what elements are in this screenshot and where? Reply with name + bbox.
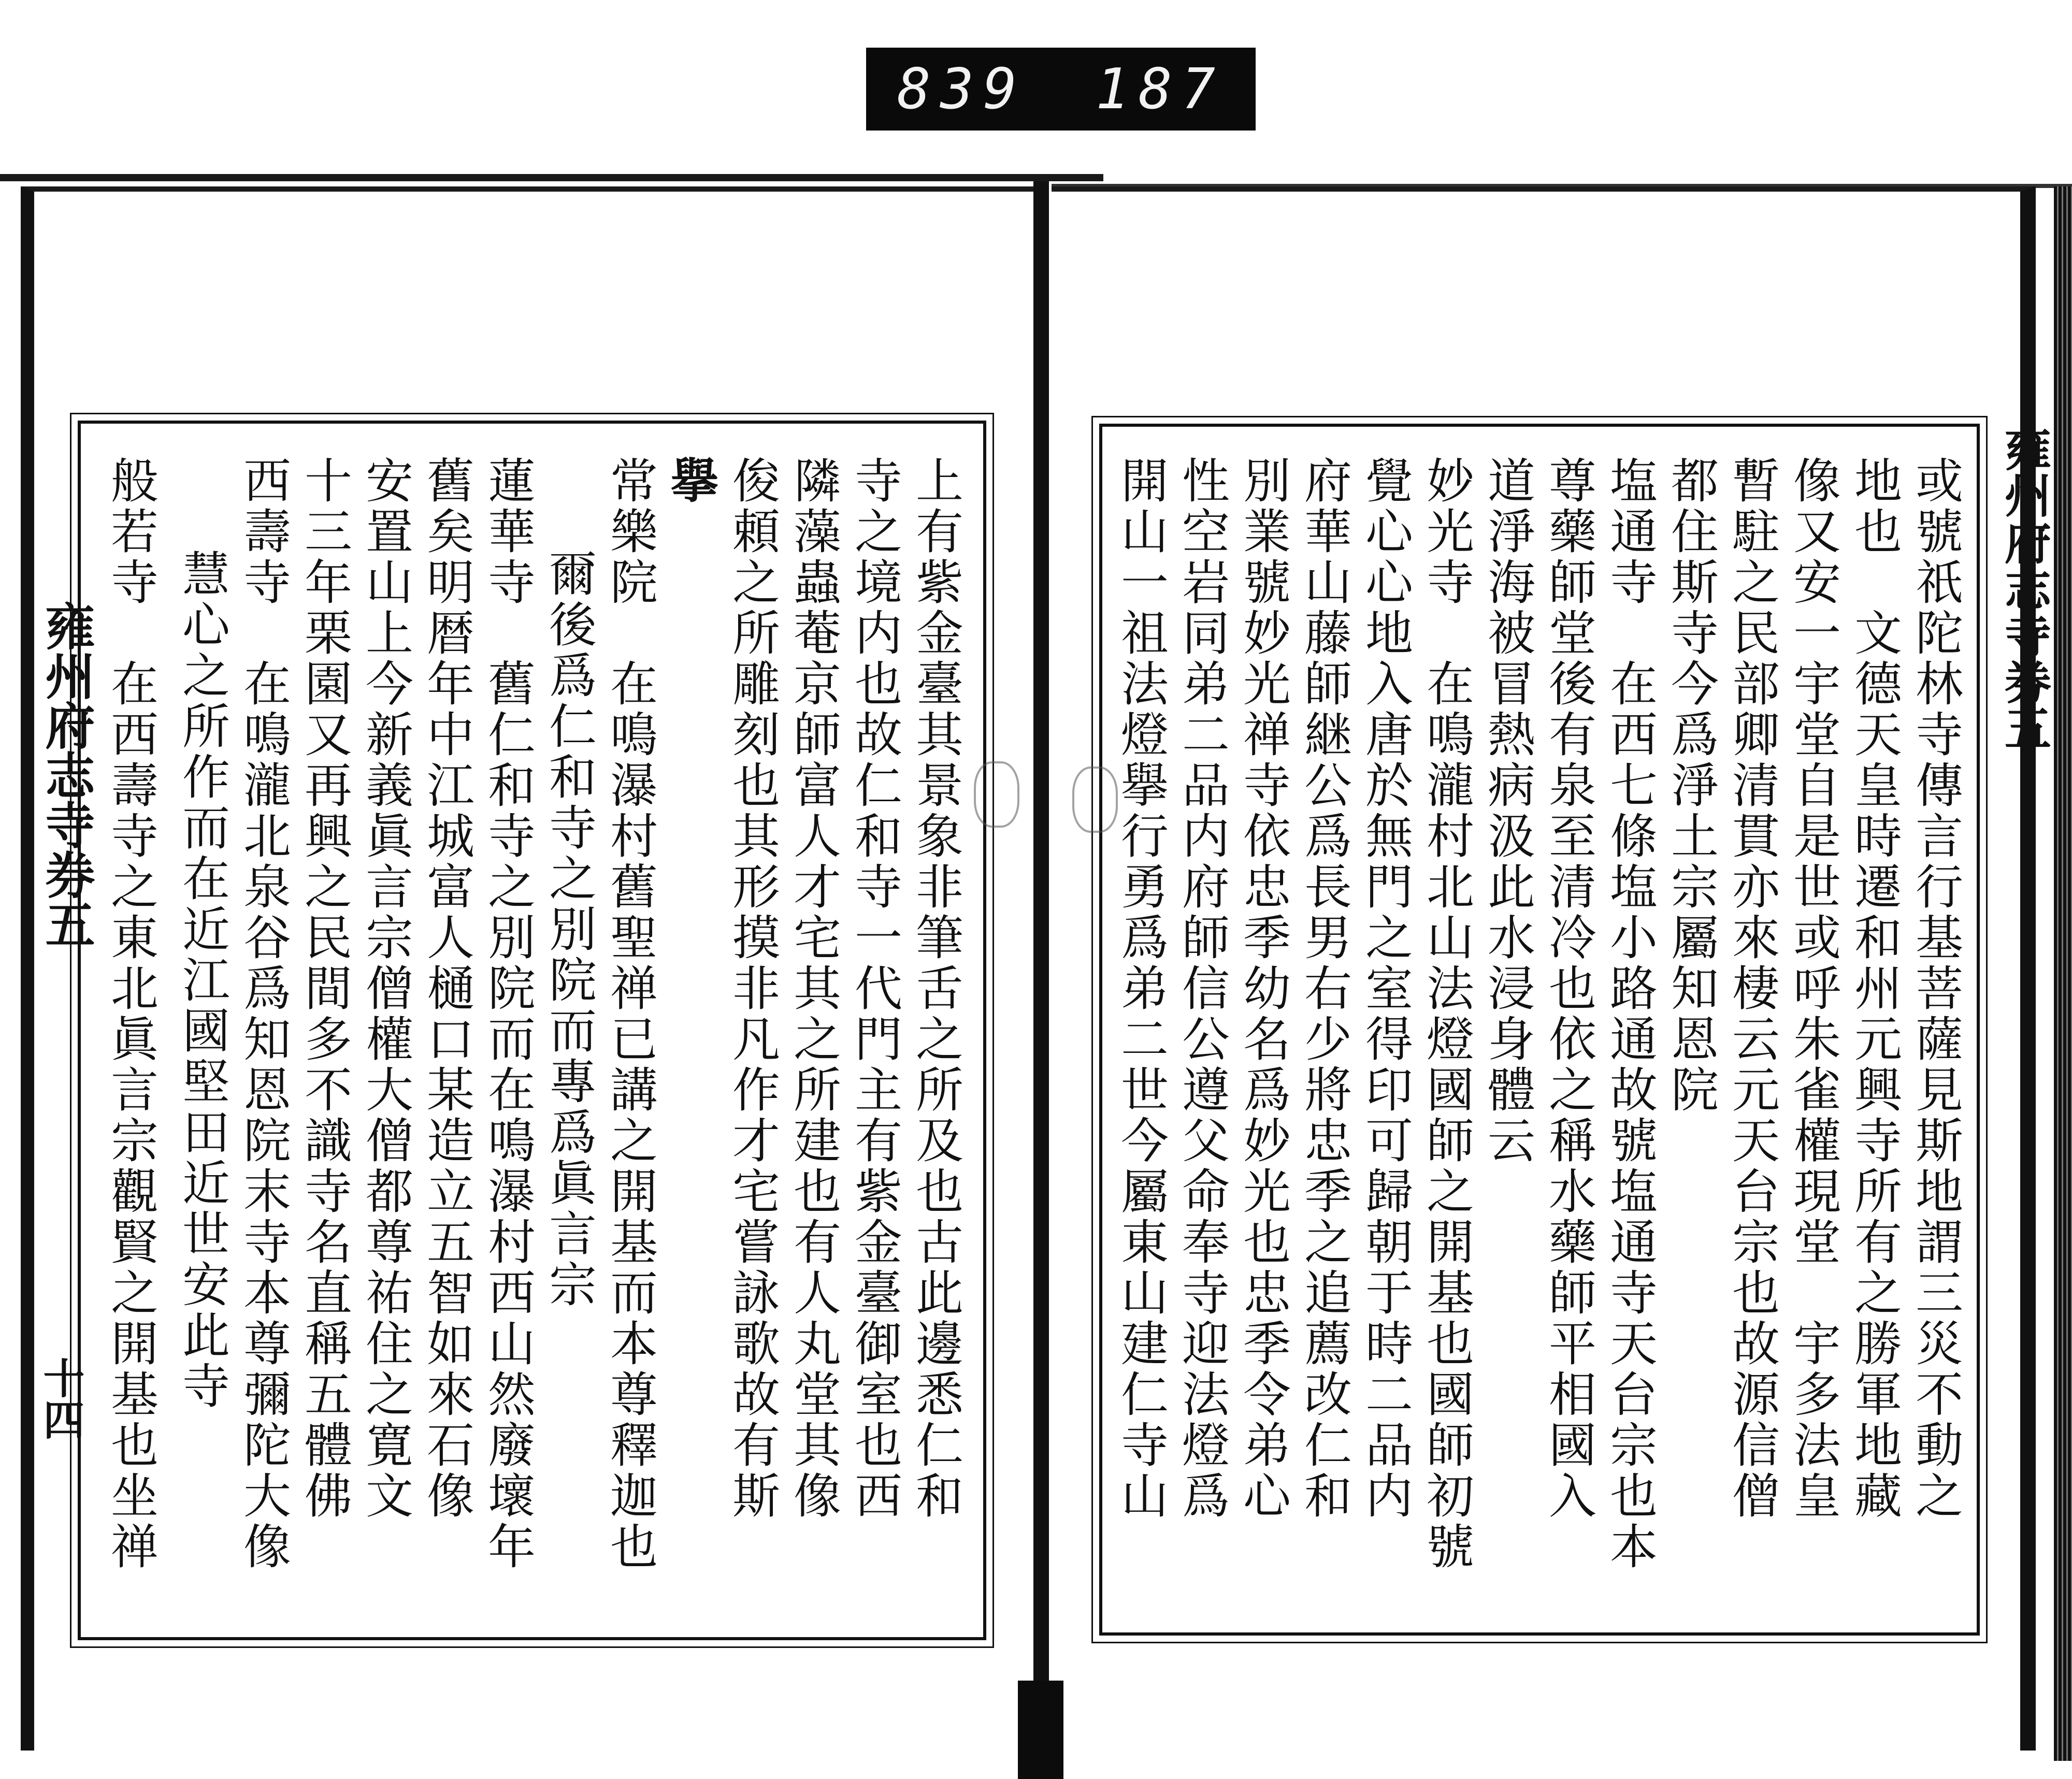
text-column: 地也 文德天皇時遷和州元興寺所有之勝軍地藏 <box>1847 456 1902 1522</box>
text-column: 舊矣明暦年中江城富人樋口某造立五智如來石像 <box>419 456 474 1522</box>
film-label-frame: 187 <box>1095 56 1225 122</box>
text-column-heading: 妙光寺 在鳴瀧村北山法燈國師之開基也國師初號 <box>1419 456 1474 1572</box>
text-column: 暫駐之民部卿清貫亦來棲云元天台宗也故源信僧 <box>1724 456 1780 1522</box>
text-column: 性空岩同弟二品内府師信公遵父命奉寺迎法燈爲 <box>1174 456 1230 1522</box>
spine-clip <box>1018 1681 1063 1779</box>
text-column: 安置山上今新義眞言宗僧權大僧都尊祐住之寛文 <box>358 456 413 1522</box>
text-column: 十三年栗園又再興之民間多不識寺名直稱五體佛 <box>297 456 352 1522</box>
text-column-heading: 常樂院 在鳴瀑村舊聖禅已講之開基而本尊釋迦也 <box>602 456 658 1572</box>
film-label-reel: 839 <box>897 56 1027 122</box>
text-column-heading: 蓮華寺 舊仁和寺之別院而在鳴瀑村西山然廢壞年 <box>480 456 536 1572</box>
text-column-heading: 塩通寺 在西七條塩小路通故號塩通寺天台宗也本 <box>1602 456 1658 1572</box>
text-column: 都住斯寺今爲淨土宗屬知恩院 <box>1663 456 1719 1116</box>
text-column: 開山一祖法燈擧行勇爲弟二世今屬東山建仁寺山 <box>1113 456 1169 1522</box>
text-column: 像又安一宇堂自是世或呼朱雀權現堂 宇多法皇 <box>1786 456 1841 1522</box>
text-column: 府華山藤師継公爲長男右少將忠季之追薦改仁和 <box>1297 456 1352 1522</box>
text-column: 俊頼之所雕刻也其形摸非凡作才宅嘗詠歌故有斯 <box>725 456 780 1522</box>
book-top-edge-left <box>0 174 1103 181</box>
text-column: 覺心心地入唐於無門之室得印可歸朝于時二品内 <box>1358 456 1413 1522</box>
book-spine <box>1033 181 1049 1761</box>
text-column: 擧 <box>663 456 719 507</box>
text-column: 爾後爲仁和寺之別院而專爲眞言宗 <box>541 549 597 1310</box>
paper-tear-mark <box>974 761 1019 828</box>
text-column: 慧心之所作而在近江國堅田近世安此寺 <box>175 549 230 1412</box>
text-column: 尊藥師堂後有泉至清冷也依之稱水藥師平相國入 <box>1541 456 1596 1522</box>
left-margin-page-number: 十四 <box>36 1357 85 1440</box>
text-column-heading: 般若寺 在西壽寺之東北眞言宗觀賢之開基也坐禅 <box>103 456 159 1572</box>
film-label <box>866 48 1256 131</box>
text-column: 或號祇陀林寺傳言行基菩薩見斯地謂三災不動之 <box>1908 456 1963 1522</box>
text-column: 隣藻蟲菴京師富人才宅其之所建也有人丸堂其像 <box>786 456 841 1522</box>
text-column: 上有紫金臺其景象非筆舌之所及也古此邊悉仁和 <box>908 456 963 1522</box>
text-column: 道淨海被冒熱病汲此水浸身體云 <box>1480 456 1535 1166</box>
right-margin-title: 雍州府志寺券五 <box>1996 425 2051 751</box>
text-column-heading: 西壽寺 在鳴瀧北泉谷爲知恩院末寺本尊彌陀大像 <box>236 456 291 1572</box>
text-column: 別業號妙光禅寺依忠季幼名爲妙光也忠季令弟心 <box>1235 456 1291 1522</box>
paper-tear-mark <box>1072 766 1118 833</box>
page-stack-edge <box>2054 186 2072 1761</box>
left-margin-title: 雍州府志寺券五 <box>37 601 96 949</box>
text-column: 寺之境内也故仁和寺一代門主有紫金臺御室也西 <box>847 456 902 1522</box>
